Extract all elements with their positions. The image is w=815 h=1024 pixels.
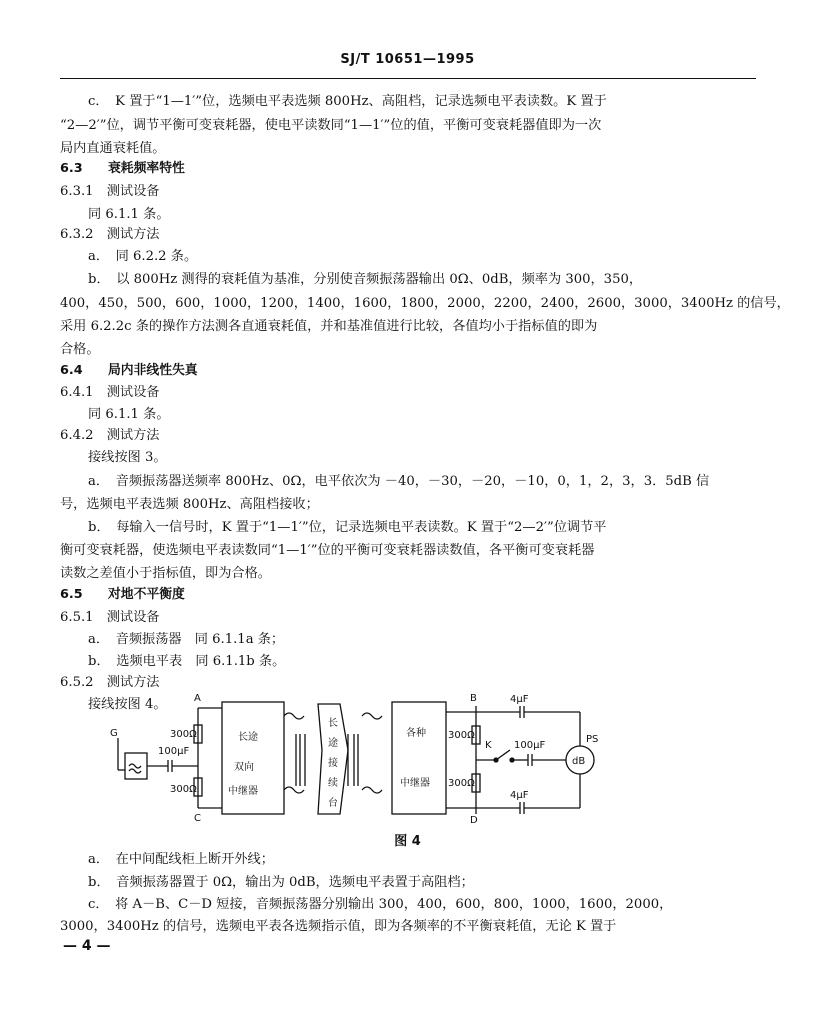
subsection-heading: 6.5.1 测试设备 bbox=[60, 610, 160, 625]
oscillator-label-g: G bbox=[110, 728, 118, 739]
section-number: 6.5 bbox=[60, 587, 83, 602]
meter-label-ps: PS bbox=[586, 734, 599, 745]
body-line: 局内直通衰耗值。 bbox=[60, 141, 166, 156]
section-heading-6-5 bbox=[60, 589, 185, 602]
body-line: 号，选频电平表选频 800Hz、高阻档接收； bbox=[60, 497, 319, 512]
body-line: b． 以 800Hz 测得的衰耗值为基准，分别使音频振荡器输出 0Ω、0dB，频率为 300，350， bbox=[88, 272, 643, 287]
resistor-label: 300Ω bbox=[170, 729, 197, 740]
subsection-heading: 6.4.1 测试设备 bbox=[60, 385, 160, 400]
page-number: — 4 — bbox=[63, 938, 111, 954]
node-label-b: B bbox=[470, 693, 477, 704]
body-line: b． 每输入一信号时，K 置于“1—1′”位，记录选频电平表读数。K 置于“2—2′”位调节平 bbox=[88, 520, 607, 535]
subsection-heading: 6.3.2 测试方法 bbox=[60, 227, 160, 242]
body-line: b． 音频振荡器置于 0Ω，输出为 0dB，选频电平表置于高阻档； bbox=[88, 875, 474, 890]
body-line: a． 同 6.2.2 条。 bbox=[88, 249, 198, 264]
box-label: 途 bbox=[328, 738, 338, 749]
box-label: 中继器 bbox=[400, 778, 430, 789]
resistor-label: 300Ω bbox=[448, 778, 475, 789]
box-label: 接 bbox=[328, 758, 338, 769]
body-line: 采用 6.2.2c 条的操作方法测各直通衰耗值，并和基准值进行比较，各值均小于指标值的即为 bbox=[60, 319, 598, 334]
body-line: 接线按图 3。 bbox=[88, 450, 167, 465]
body-line: 合格。 bbox=[60, 342, 100, 357]
body-line: 3000，3400Hz 的信号，选频电平表各选频指示值，即为各频率的不平衡衰耗值，无论 K 置于 bbox=[60, 919, 617, 934]
body-line: a． 音频振荡器送频率 800Hz、0Ω，电平依次为 －40，－30，－20，－10，0，1，2，3，3．5dB 信 bbox=[88, 474, 710, 489]
section-title: 对地不平衡度 bbox=[108, 587, 185, 602]
capacitor-label: 100μF bbox=[514, 740, 546, 751]
subsection-heading: 6.3.1 测试设备 bbox=[60, 184, 160, 199]
header-rule bbox=[60, 78, 756, 79]
body-line: 400，450，500，600，1000，1200，1400，1600，1800，2000，2200，2400，2600，3000，3400Hz 的信号， bbox=[60, 296, 790, 311]
body-line: a． 音频振荡器 同 6.1.1a 条； bbox=[88, 632, 285, 647]
body-line: a． 在中间配线柜上断开外线； bbox=[88, 852, 274, 867]
body-line: c． K 置于“1—1′”位，选频电平表选频 800Hz、高阻档，记录选频电平表读数。K 置于 bbox=[88, 94, 607, 109]
body-line: 同 6.1.1 条。 bbox=[88, 207, 170, 222]
capacitor-label: 4μF bbox=[510, 790, 529, 801]
document-code-header: SJ/T 10651—1995 bbox=[340, 52, 475, 67]
box-label: 长途 bbox=[238, 732, 258, 743]
capacitor-label: 100μF bbox=[158, 746, 190, 757]
body-line: 同 6.1.1 条。 bbox=[88, 407, 170, 422]
body-line: 读数之差值小于指标值，即为合格。 bbox=[60, 566, 271, 581]
subsection-heading: 6.4.2 测试方法 bbox=[60, 428, 160, 443]
figure-caption: 图 4 bbox=[394, 834, 421, 849]
body-line: “2—2′”位，调节平衡可变衰耗器，使电平读数同“1—1′”位的值，平衡可变衰耗器值即为一次 bbox=[60, 118, 602, 133]
box-label: 中继器 bbox=[228, 786, 258, 797]
figure-4-circuit-diagram bbox=[110, 690, 710, 825]
node-label-a: A bbox=[194, 693, 201, 704]
oscillator-symbol bbox=[125, 753, 147, 779]
node-label-c: C bbox=[194, 813, 201, 824]
box-label: 台 bbox=[328, 798, 338, 809]
body-line: b． 选频电平表 同 6.1.1b 条。 bbox=[88, 654, 286, 669]
section-number: 6.4 bbox=[60, 363, 83, 378]
box-label: 长 bbox=[328, 718, 338, 729]
capacitor-label: 4μF bbox=[510, 694, 529, 705]
body-line: 衡可变衰耗器，使选频电平表读数同“1—1′”位的平衡可变衰耗器读数值，各平衡可变衰耗器 bbox=[60, 543, 595, 558]
box-label: 各种 bbox=[406, 728, 426, 739]
body-line: 接线按图 4。 bbox=[88, 697, 167, 712]
section-number: 6.3 bbox=[60, 161, 83, 176]
switch-label-k: K bbox=[485, 740, 492, 751]
section-title: 局内非线性失真 bbox=[108, 363, 198, 378]
body-line: c． 将 A－B、C－D 短接，音频振荡器分别输出 300，400，600，800，1000，1600，2000， bbox=[88, 897, 673, 912]
section-heading-6-4 bbox=[60, 365, 198, 378]
section-heading-6-3 bbox=[60, 163, 185, 176]
meter-unit-label: dB bbox=[572, 756, 586, 767]
resistor-label: 300Ω bbox=[448, 730, 475, 741]
node-label-d: D bbox=[470, 815, 478, 825]
box-label: 续 bbox=[328, 778, 338, 789]
subsection-heading: 6.5.2 测试方法 bbox=[60, 675, 160, 690]
resistor-label: 300Ω bbox=[170, 784, 197, 795]
long-distance-repeater-box bbox=[222, 702, 284, 814]
box-label: 双向 bbox=[234, 762, 254, 773]
section-title: 衰耗频率特性 bbox=[108, 161, 185, 176]
various-repeater-box bbox=[392, 702, 446, 814]
